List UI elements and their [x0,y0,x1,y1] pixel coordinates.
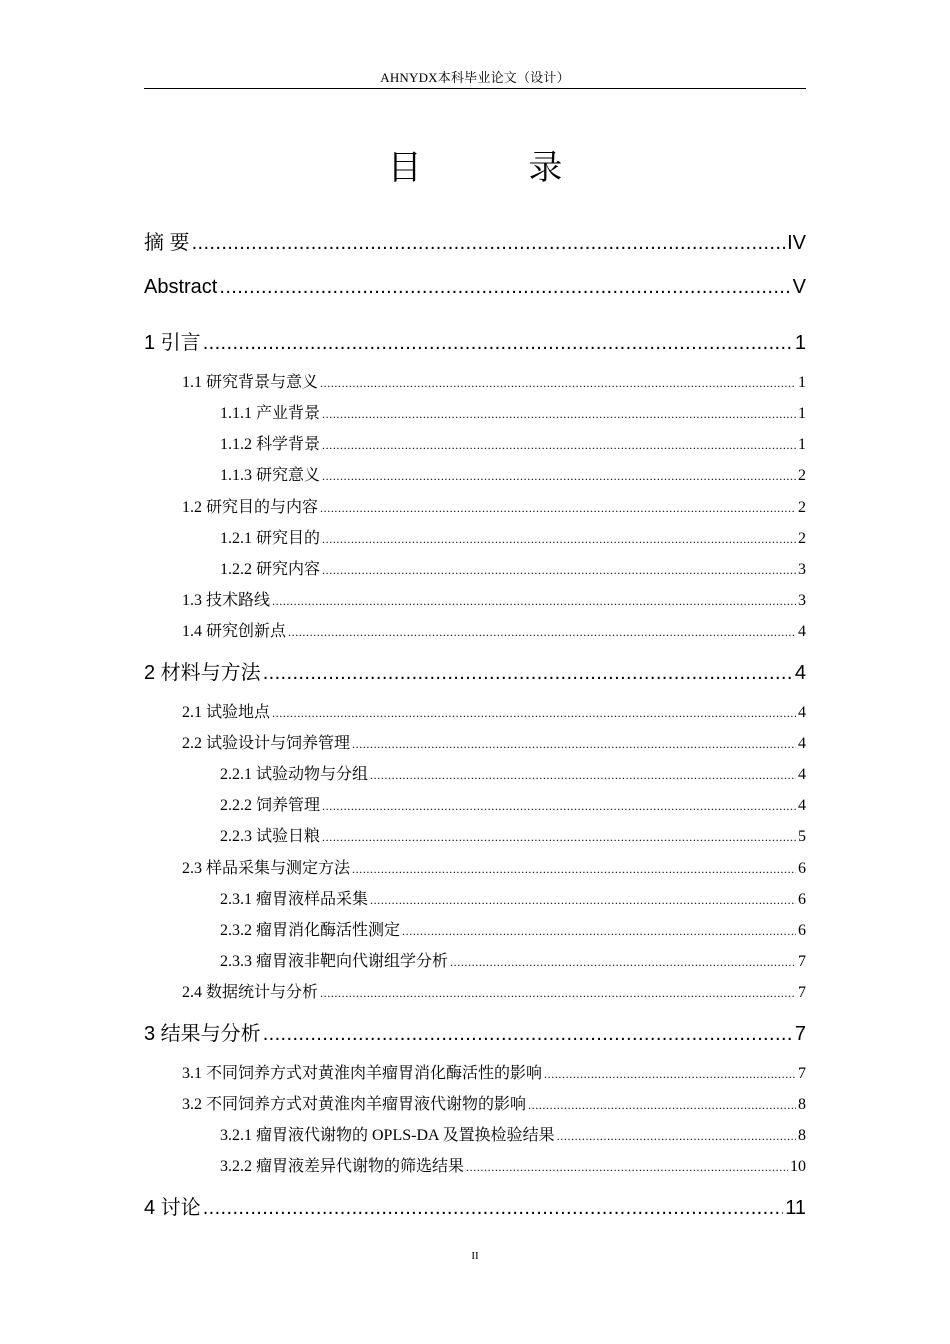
toc-entry-label: 2.3.3 瘤胃液非靶向代谢组学分析 [220,953,449,970]
toc-entry-1-1[interactable] [182,369,806,392]
toc-entry-page: 2 [798,499,806,516]
toc-entry-1-1-1[interactable] [220,400,806,423]
dot-leader [203,332,793,355]
toc-entry-label: 2.2.3 试验日粮 [220,828,321,845]
toc-entry-page: 7 [798,984,806,1001]
toc-entry-page: 8 [798,1127,806,1144]
toc-entry-page: 8 [798,1096,806,1113]
dot-leader [322,828,796,846]
dot-leader [322,436,796,454]
toc-entry-chapter-1[interactable] [144,326,806,355]
toc-entry-page: 7 [798,1065,806,1082]
toc-entry-label: 2.3.1 瘤胃液样品采集 [220,891,369,908]
toc-entry-label: 4 讨论 [144,1197,201,1219]
toc-entry-label: 2.3 样品采集与测定方法 [182,860,351,877]
toc-entry-page: 7 [798,953,806,970]
dot-leader [466,1158,788,1176]
dot-leader [192,232,786,255]
toc-entry-page: 6 [798,891,806,908]
dot-leader [272,592,796,610]
toc-entry-chapter-4[interactable] [144,1191,806,1220]
dot-leader [322,405,796,423]
page-number: II [471,1250,479,1262]
toc-entry-page: 3 [798,592,806,609]
toc-entry-label: 1 引言 [144,332,201,354]
toc-entry-page: 4 [798,735,806,752]
toc-entry-3-2[interactable] [182,1091,806,1114]
toc-entry-page: 11 [785,1197,806,1219]
dot-leader [322,797,796,815]
toc-entry-label: 2.2.1 试验动物与分组 [220,766,369,783]
toc-entry-page: 5 [798,828,806,845]
toc-entry-label: 1.1.3 研究意义 [220,467,321,484]
toc-entry-label: 3.1 不同饲养方式对黄淮肉羊瘤胃消化酶活性的影响 [182,1065,543,1082]
dot-leader [272,704,796,722]
dot-leader [352,860,796,878]
toc-entry-2-2-2[interactable] [220,792,806,815]
dot-leader [263,1023,793,1046]
toc-entry-1-1-3[interactable] [220,462,806,485]
toc-entry-page: 1 [798,374,806,391]
header-rule [144,88,806,89]
toc-entry-3-2-1[interactable] [220,1122,806,1145]
toc-entry-page: 1 [798,405,806,422]
toc-entry-page: 6 [798,860,806,877]
toc-entry-page: 1 [798,436,806,453]
toc-entry-2-4[interactable] [182,979,806,1002]
toc-entry-2-3[interactable] [182,855,806,878]
toc-entry-label: 2.4 数据统计与分析 [182,984,319,1001]
toc-entry-label: 1.4 研究创新点 [182,623,287,640]
toc-entry-page: 7 [794,1023,806,1045]
toc-entry-page: 4 [798,766,806,783]
toc-entry-1-3[interactable] [182,587,806,610]
toc-entry-label: Abstract [144,276,218,298]
toc-entry-3-1[interactable] [182,1060,806,1083]
toc-entry-label: 2.2.2 饲养管理 [220,797,321,814]
toc-title: 目 录 [387,148,611,188]
toc-entry-abstract-cn[interactable] [144,226,806,255]
toc-entry-label: 1.1 研究背景与意义 [182,374,319,391]
dot-leader [370,766,796,784]
toc-entry-label: 2.1 试验地点 [182,704,271,721]
toc-entry-label: 1.2.2 研究内容 [220,561,321,578]
toc-entry-2-2[interactable] [182,730,806,753]
toc-entry-2-3-2[interactable] [220,917,806,940]
dot-leader [322,561,796,579]
dot-leader [370,891,796,909]
toc-entry-1-2-2[interactable] [220,556,806,579]
toc-entry-label: 1.1.2 科学背景 [220,436,321,453]
dot-leader [544,1065,796,1083]
toc-entry-page: V [792,276,806,298]
dot-leader [320,984,796,1002]
toc-entry-page: 2 [798,467,806,484]
dot-leader [402,922,796,940]
dot-leader [320,499,796,517]
toc-entry-abstract-en[interactable] [144,276,806,299]
toc-entry-page: 4 [798,704,806,721]
dot-leader [557,1127,796,1145]
toc-entry-label: 3.2 不同饲养方式对黄淮肉羊瘤胃液代谢物的影响 [182,1096,527,1113]
dot-leader [263,662,793,685]
dot-leader [219,276,790,299]
toc-entry-label: 2.2 试验设计与饲养管理 [182,735,351,752]
toc-entry-label: 3.2.1 瘤胃液代谢物的 OPLS-DA 及置换检验结果 [220,1127,555,1144]
toc-entry-page: 3 [798,561,806,578]
toc-entry-chapter-2[interactable] [144,656,806,685]
dot-leader [203,1197,784,1220]
toc-entry-label: 3 结果与分析 [144,1023,261,1045]
toc-entry-label: 3.2.2 瘤胃液差异代谢物的筛选结果 [220,1158,465,1175]
toc-entry-label: 摘 要 [144,232,190,254]
toc-entry-page: 1 [794,332,806,354]
dot-leader [450,953,796,971]
dot-leader [288,623,796,641]
toc-entry-label: 1.3 技术路线 [182,592,271,609]
toc-entry-page: 10 [790,1158,806,1175]
toc-entry-label: 1.2.1 研究目的 [220,530,321,547]
toc-entry-1-2-1[interactable] [220,525,806,548]
dot-leader [322,530,796,548]
toc-entry-page: 4 [794,662,806,684]
toc-entry-1-1-2[interactable] [220,431,806,454]
toc-entry-chapter-3[interactable] [144,1017,806,1046]
toc-entry-2-2-3[interactable] [220,823,806,846]
toc-entry-2-2-1[interactable] [220,761,806,784]
toc-entry-page: IV [787,232,806,254]
toc-entry-page: 4 [798,623,806,640]
toc-entry-3-2-2[interactable] [220,1153,806,1176]
toc-entry-1-4[interactable] [182,618,806,641]
toc-entry-2-3-1[interactable] [220,886,806,909]
dot-leader [320,374,796,392]
toc-entry-label: 2.3.2 瘤胃消化酶活性测定 [220,922,401,939]
dot-leader [528,1096,796,1114]
toc-entry-label: 2 材料与方法 [144,662,261,684]
dot-leader [322,467,796,485]
toc-entry-page: 4 [798,797,806,814]
toc-entry-label: 1.2 研究目的与内容 [182,499,319,516]
toc-entry-label: 1.1.1 产业背景 [220,405,321,422]
toc-entry-2-1[interactable] [182,699,806,722]
running-header: AHNYDX本科毕业论文（设计） [380,70,570,85]
dot-leader [352,735,796,753]
toc-entry-2-3-3[interactable] [220,948,806,971]
toc-entry-page: 6 [798,922,806,939]
toc-entry-page: 2 [798,530,806,547]
toc-entry-1-2[interactable] [182,494,806,517]
